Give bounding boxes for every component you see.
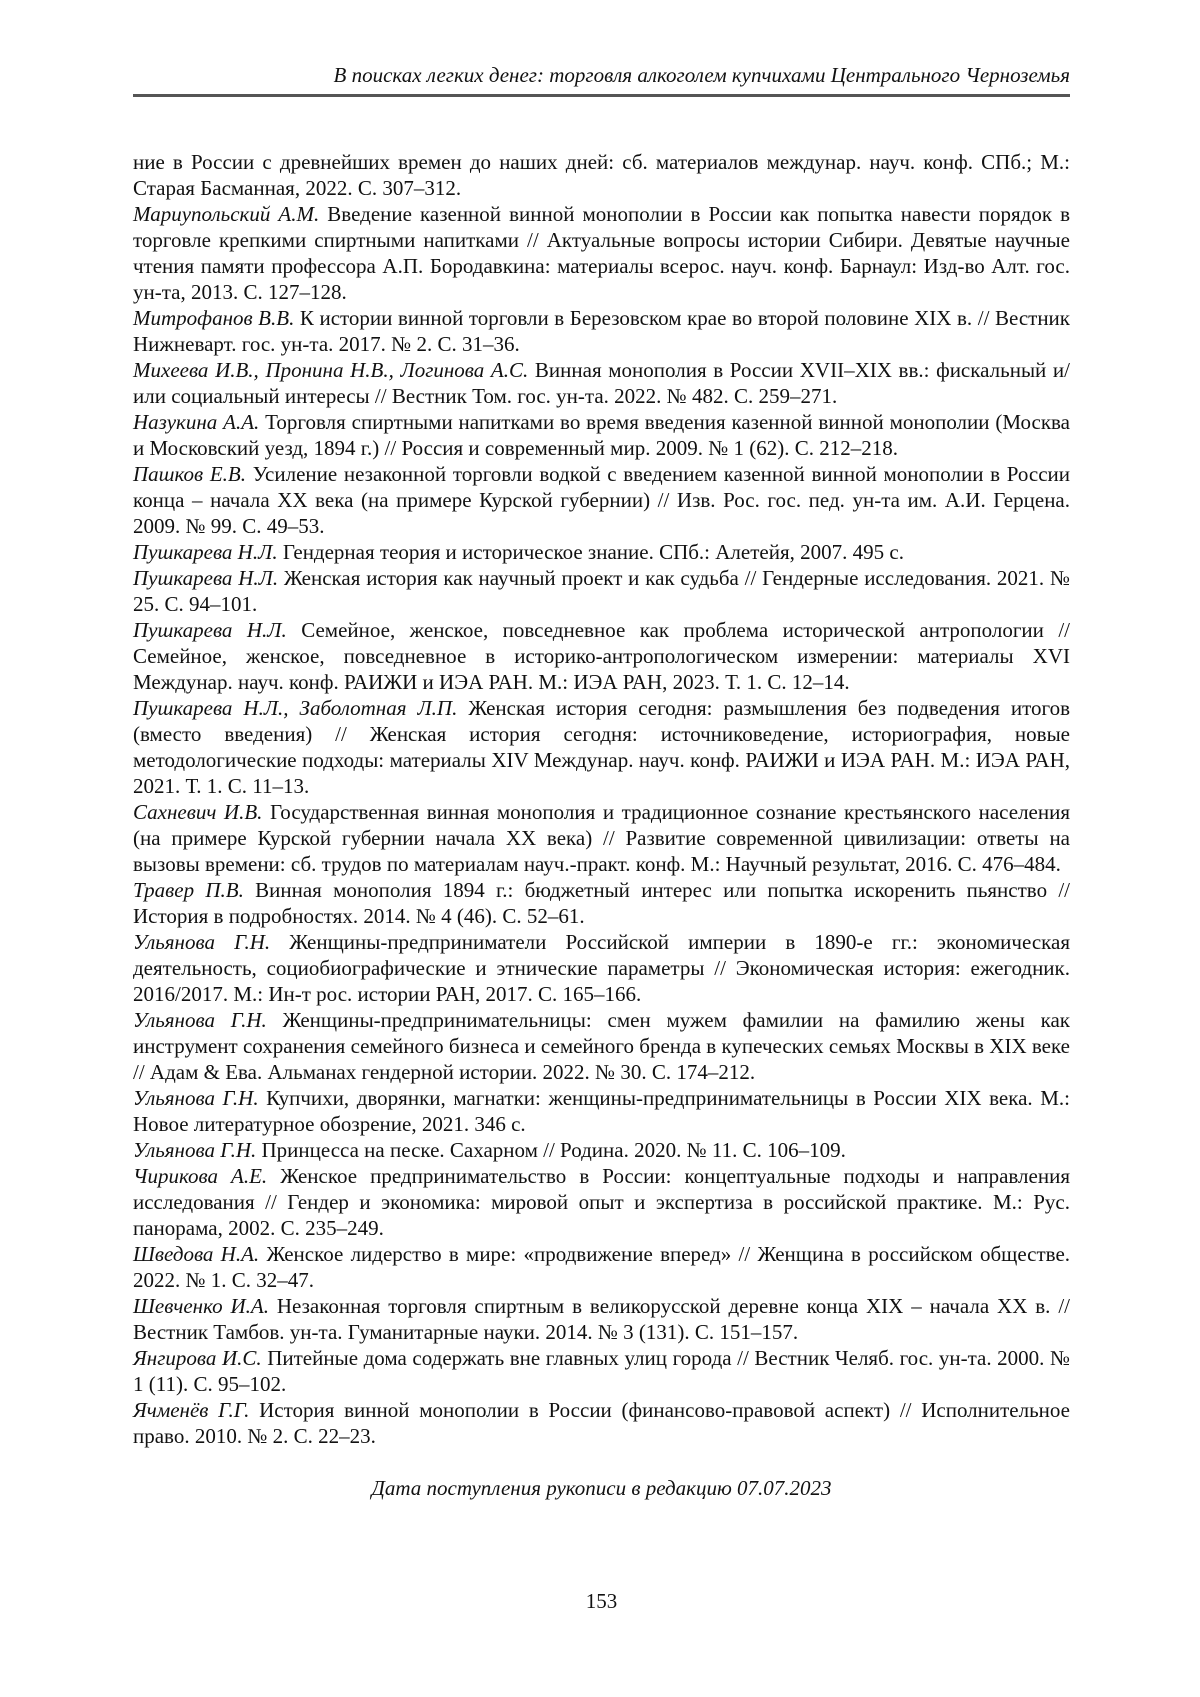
reference-author: Пушкарева Н.Л. [133,540,278,564]
running-head: В поисках легких денег: торговля алкоголем купчихами Центрального Черноземья [333,63,1070,87]
reference-text: ние в России с древнейших времен до наших дней: сб. материалов междунар. науч. конф. СПб.; М.: Старая Басманная, 2022. С. 307–312. [133,150,1070,200]
reference-author: Пушкарева Н.Л. [133,566,279,590]
reference-text: Женское предпринимательство в России: концептуальные подходы и направления исследования // Гендер и экономика: мировой опыт и экспертиза в российской практике. М.: Рус. панорама, 2002. С. 235–249. [133,1164,1070,1240]
reference-text: Женское лидерство в мире: «продвижение вперед» // Женщина в российском обществе. 2022. № 1. С. 32–47. [133,1242,1071,1292]
reference-entry [133,877,1070,929]
page-header [133,62,1070,97]
reference-author: Пушкарева Н.Л. [133,618,287,642]
reference-text: Винная монополия 1894 г.: бюджетный интерес или попытка искоренить пьянство // История в подробностях. 2014. № 4 (46). С. 52–61. [133,878,1071,928]
reference-entry [133,1137,1070,1163]
reference-author: Янгирова И.С. [133,1346,262,1370]
reference-entry [133,1085,1070,1137]
reference-entry [133,1397,1070,1449]
reference-entry [133,305,1070,357]
reference-entry [133,1163,1070,1241]
header-rule [133,94,1070,97]
reference-entry [133,1293,1070,1345]
reference-author: Шевченко И.А. [133,1294,269,1318]
reference-text: Государственная винная монополия и традиционное сознание крестьянского населения (на примере Курской губернии начала XX века) // Развитие современной цивилизации: ответы на вызовы времени: сб. трудов по материалам науч.-практ. конф. М.: Научный результат, 2016. С. 476–484. [133,800,1071,876]
reference-entry [133,539,1070,565]
reference-author: Михеева И.В., Пронина Н.В., Логинова А.С. [133,358,529,382]
reference-author: Чирикова А.Е. [133,1164,268,1188]
reference-author: Сахневич И.В. [133,800,263,824]
reference-author: Ячменёв Г.Г. [133,1398,250,1422]
reference-entry [133,929,1070,1007]
page-number: 153 [585,1589,618,1613]
reference-author: Мариупольский А.М. [133,202,320,226]
reference-author: Шведова Н.А. [133,1242,260,1266]
page-content [133,0,1070,1501]
reference-entry [133,149,1070,201]
reference-text: Семейное, женское, повседневное как проблема исторической антропологии // Семейное, женское, повседневное в историко-антропологическом измерении: материалы XVI Междунар. науч. конф. РАИЖИ и ИЭА РАН. М.: ИЭА РАН, 2023. Т. 1. С. 12–14. [133,618,1071,694]
reference-author: Митрофанов В.В. [133,306,295,330]
reference-entry [133,565,1070,617]
reference-entry [133,1241,1070,1293]
reference-author: Травер П.В. [133,878,244,902]
reference-text: Женщины-предпринимательницы: смен мужем фамилии на фамилию жены как инструмент сохранения семейного бизнеса и семейного бренда в купеческих семьях Москвы в XIX веке // Адам & Ева. Альманах гендерной истории. 2022. № 30. С. 174–212. [133,1008,1071,1084]
reference-text: К истории винной торговли в Березовском крае во второй половине XIX в. // Вестник Нижневарт. гос. ун-та. 2017. № 2. С. 31–36. [133,306,1070,356]
reference-text: Усиление незаконной торговли водкой с введением казенной винной монополии в России конца – начала XX века (на примере Курской губернии) // Изв. Рос. гос. пед. ун-та им. А.И. Герцена. 2009. № 99. С. 49–53. [133,462,1071,538]
reference-entry [133,799,1070,877]
reference-entry [133,1345,1070,1397]
reference-text: История винной монополии в России (финансово-правовой аспект) // Исполнительное право. 2010. № 2. С. 22–23. [133,1398,1070,1448]
reference-text: Купчихи, дворянки, магнатки: женщины-предпринимательницы в России XIX века. М.: Новое литературное обозрение, 2021. 346 с. [133,1086,1071,1136]
reference-text: Женщины-предприниматели Российской империи в 1890-е гг.: экономическая деятельность, социобиографические и этнические параметры // Экономическая история: ежегодник. 2016/2017. М.: Ин-т рос. истории РАН, 2017. С. 165–166. [133,930,1071,1006]
reference-author: Пушкарева Н.Л., Заболотная Л.П. [133,696,458,720]
reference-author: Пашков Е.В. [133,462,246,486]
reference-text: Женская история как научный проект и как судьба // Гендерные исследования. 2021. № 25. С. 94–101. [133,566,1070,616]
reference-text: Введение казенной винной монополии в России как попытка навести порядок в торговле крепкими спиртными напитками // Актуальные вопросы истории Сибири. Девятые научные чтения памяти профессора А.П. Бородавкина: материалы всерос. науч. конф. Барнаул: Изд-во Алт. гос. ун-та, 2013. С. 127–128. [133,202,1071,304]
reference-text: Питейные дома содержать вне главных улиц города // Вестник Челяб. гос. ун-та. 2000. № 1 (11). С. 95–102. [133,1346,1071,1396]
reference-author: Ульянова Г.Н. [133,930,271,954]
reference-entry [133,695,1070,799]
reference-entry [133,357,1070,409]
reference-author: Ульянова Г.Н. [133,1086,259,1110]
reference-entry [133,1007,1070,1085]
reference-entry [133,201,1070,305]
references-list [133,149,1070,1449]
reference-entry [133,617,1070,695]
reference-entry [133,409,1070,461]
reference-text: Гендерная теория и историческое знание. СПб.: Алетейя, 2007. 495 с. [282,540,904,564]
reference-text: Принцесса на песке. Сахарном // Родина. 2020. № 11. С. 106–109. [261,1138,846,1162]
reference-text: Незаконная торговля спиртным в великорусской деревне конца XIX – начала XX в. // Вестник Тамбов. ун-та. Гуманитарные науки. 2014. № 3 (131). С. 151–157. [133,1294,1070,1344]
reference-author: Ульянова Г.Н. [133,1008,267,1032]
reference-author: Назукина А.А. [133,410,260,434]
reference-text: Торговля спиртными напитками во время введения казенной винной монополии (Москва и Московский уезд, 1894 г.) // Россия и современный мир. 2009. № 1 (62). С. 212–218. [133,410,1071,460]
reference-text: Винная монополия в России XVII–XIX вв.: фискальный и/или социальный интересы // Вестник Том. гос. ун-та. 2022. № 482. С. 259–271. [133,358,1070,408]
submission-date-note: Дата поступления рукописи в редакцию 07.07.2023 [371,1476,832,1500]
reference-author: Ульянова Г.Н. [133,1138,257,1162]
reference-text: Женская история сегодня: размышления без подведения итогов (вместо введения) // Женская история сегодня: источниковедение, историография, новые методологические подходы: материалы XIV Междунар. науч. конф. РАИЖИ и ИЭА РАН. М.: ИЭА РАН, 2021. Т. 1. С. 11–13. [133,696,1071,798]
reference-entry [133,461,1070,539]
